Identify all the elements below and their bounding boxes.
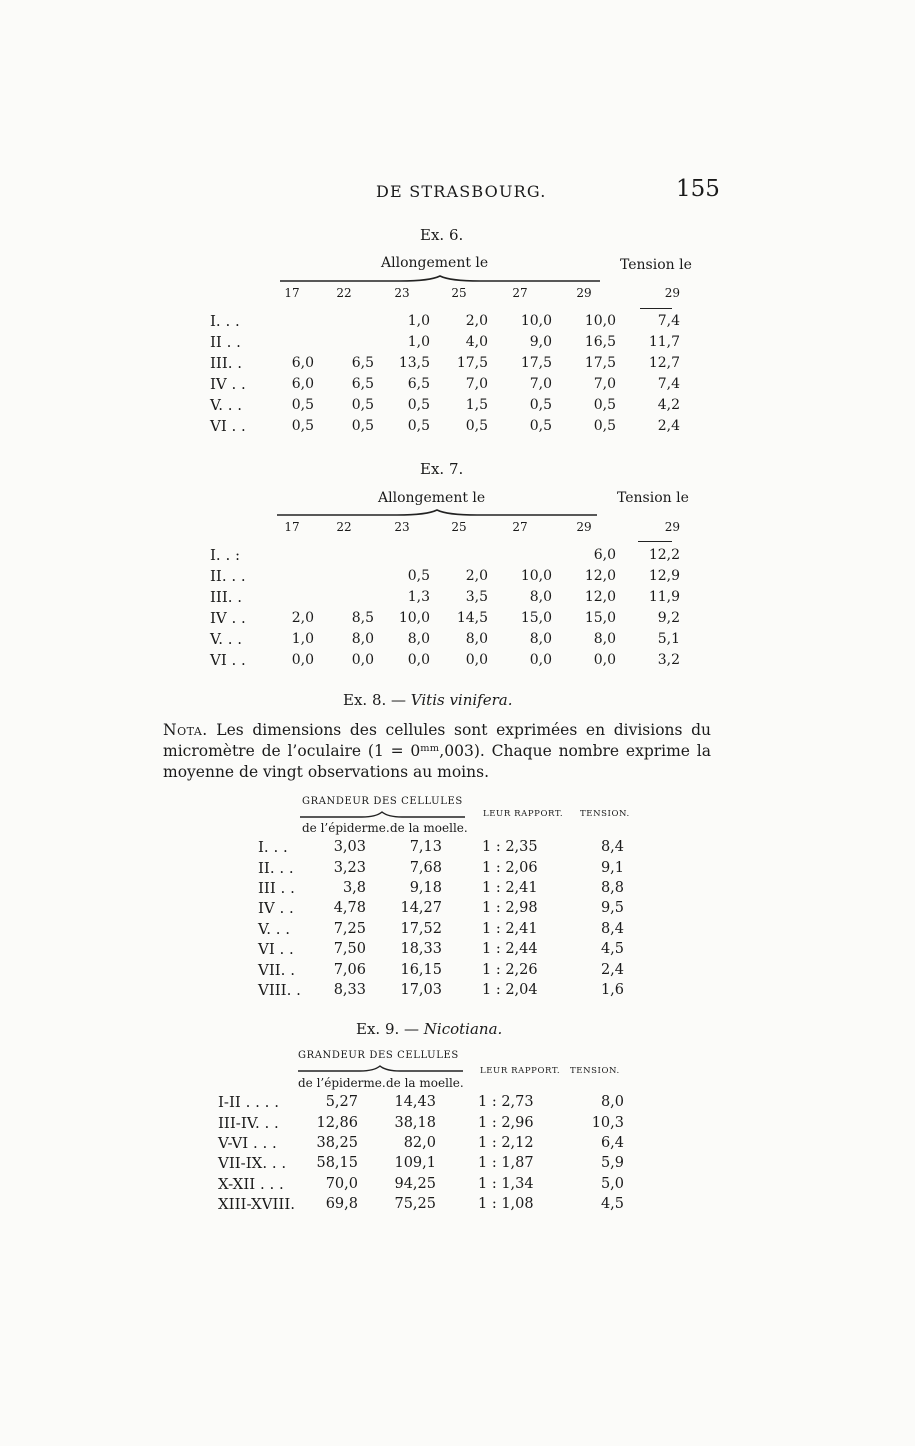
tension-cell: 9,1	[600, 859, 624, 876]
table-row	[210, 565, 688, 586]
rapport-cell: 1 : 2,04	[482, 981, 538, 998]
table-row	[258, 959, 624, 979]
table-cell: 12,2	[648, 546, 680, 563]
moelle-cell: 38,18	[394, 1114, 436, 1131]
rapport-cell: 1 : 2,06	[482, 859, 538, 876]
epiderme-cell: 58,15	[316, 1155, 358, 1172]
table-cell: 2,4	[657, 417, 680, 434]
table-cell	[374, 544, 430, 565]
ex8-head-epiderme: de l’épiderme.	[302, 821, 390, 835]
table-row	[218, 1174, 624, 1194]
table-cell: 0,0	[407, 651, 430, 668]
table-cell: 15,0	[520, 609, 552, 626]
table-cell: 16,5	[584, 333, 616, 350]
epiderme-cell: 3,23	[333, 859, 366, 876]
ex6-brace	[280, 275, 600, 283]
ex6-col-header: 25	[451, 286, 467, 300]
row-label: VI . .	[258, 940, 294, 959]
table-cell: 2,0	[465, 567, 488, 584]
table-cell: 1,3	[407, 588, 430, 605]
moelle-cell: 16,15	[400, 961, 442, 978]
table-row	[210, 352, 688, 373]
epiderme-cell: 69,8	[325, 1196, 358, 1213]
row-label: VI . .	[210, 416, 246, 435]
table-cell: 8,0	[529, 588, 552, 605]
table-cell: 0,0	[593, 651, 616, 668]
rapport-cell: 1 : 2,12	[478, 1134, 534, 1151]
row-label: III. .	[210, 587, 243, 606]
table-cell: 0,5	[291, 417, 314, 434]
ex7-table	[210, 520, 688, 670]
table-row	[258, 878, 624, 898]
table-cell: 6,0	[291, 375, 314, 392]
rapport-cell: 1 : 2,44	[482, 941, 538, 958]
ex8-note	[163, 720, 711, 783]
ex8-head-moelle: de la moelle.	[390, 821, 468, 835]
epiderme-cell: 8,33	[333, 981, 366, 998]
table-cell: 8,0	[529, 630, 552, 647]
row-label: III. .	[210, 353, 243, 372]
table-cell: 0,5	[407, 417, 430, 434]
epiderme-cell: 38,25	[316, 1134, 358, 1151]
table-cell: 8,0	[407, 630, 430, 647]
ex8-head-grandeur: GRANDEUR DES CELLULES	[302, 796, 463, 807]
table-cell: 0,5	[291, 396, 314, 413]
table-cell: 4,2	[657, 396, 680, 413]
tension-cell: 6,4	[600, 1134, 624, 1151]
moelle-cell: 18,33	[400, 941, 442, 958]
table-cell	[314, 331, 374, 352]
table-cell: 10,0	[520, 567, 552, 584]
ex8-table	[258, 837, 624, 1000]
table-cell: 11,9	[648, 588, 680, 605]
row-label: V. . .	[258, 919, 291, 938]
rapport-cell: 1 : 2,26	[482, 961, 538, 978]
table-cell: 6,5	[351, 354, 374, 371]
ex8-head-brace	[300, 811, 465, 819]
row-label: X-XII . . .	[218, 1174, 284, 1193]
table-cell: 12,0	[584, 588, 616, 605]
tension-cell: 8,4	[600, 839, 624, 856]
table-cell: 5,1	[657, 630, 680, 647]
rapport-cell: 1 : 2,73	[478, 1094, 534, 1111]
rapport-cell: 1 : 2,41	[482, 879, 538, 896]
table-cell	[270, 586, 314, 607]
ex7-title: Ex. 7.	[420, 460, 464, 478]
table-cell: 7,4	[657, 312, 680, 329]
table-row	[210, 373, 688, 394]
rapport-cell: 1 : 2,41	[482, 920, 538, 937]
table-cell: 17,5	[456, 354, 488, 371]
moelle-cell: 109,1	[394, 1155, 436, 1172]
epiderme-cell: 4,78	[333, 900, 366, 917]
table-cell: 2,0	[465, 312, 488, 329]
table-row	[258, 939, 624, 959]
table-cell: 3,5	[465, 588, 488, 605]
moelle-cell: 14,27	[400, 900, 442, 917]
ex7-col-header: 29	[576, 520, 592, 534]
table-cell	[270, 331, 314, 352]
ex9-head-grandeur: GRANDEUR DES CELLULES	[298, 1050, 459, 1061]
table-cell: 7,0	[465, 375, 488, 392]
table-cell	[314, 586, 374, 607]
epiderme-cell: 70,0	[325, 1175, 358, 1192]
table-cell: 12,9	[648, 567, 680, 584]
table-row	[210, 544, 688, 565]
table-row	[218, 1153, 624, 1173]
table-row	[210, 586, 688, 607]
ex9-head-epiderme: de l’épiderme.	[298, 1076, 386, 1090]
rapport-cell: 1 : 1,87	[478, 1155, 534, 1172]
ex8-head-rapport: LEUR RAPPORT.	[483, 809, 564, 819]
table-cell: 8,0	[351, 630, 374, 647]
epiderme-cell: 5,27	[325, 1094, 358, 1111]
ex6-allongement-label: Allongement le	[381, 255, 489, 271]
table-cell: 10,0	[398, 609, 430, 626]
ex7-col-header: 17	[284, 520, 300, 534]
table-cell: 7,0	[529, 375, 552, 392]
row-label: I. . :	[210, 545, 241, 564]
table-cell: 0,0	[529, 651, 552, 668]
table-row	[210, 310, 688, 331]
table-cell: 4,0	[465, 333, 488, 350]
rapport-cell: 1 : 2,98	[482, 900, 538, 917]
table-cell: 0,5	[407, 396, 430, 413]
table-cell: 0,5	[593, 417, 616, 434]
table-cell: 17,5	[584, 354, 616, 371]
table-cell: 15,0	[584, 609, 616, 626]
table-cell	[270, 310, 314, 331]
ex6-table	[210, 286, 688, 436]
table-cell: 17,5	[520, 354, 552, 371]
tension-cell: 2,4	[600, 961, 624, 978]
table-cell	[314, 544, 374, 565]
table-cell: 6,0	[291, 354, 314, 371]
table-cell: 0,5	[529, 396, 552, 413]
ex7-brace	[277, 509, 597, 517]
table-row	[258, 919, 624, 939]
ex6-tension-label: Tension le	[620, 257, 692, 273]
ex7-col-header: 23	[394, 520, 410, 534]
moelle-cell: 17,03	[400, 981, 442, 998]
table-cell: 13,5	[398, 354, 430, 371]
moelle-cell: 7,13	[409, 839, 442, 856]
row-label: I. . .	[258, 838, 288, 857]
row-label: VIII. .	[258, 980, 301, 999]
ex6-col-header: 23	[394, 286, 410, 300]
ex9-head-moelle: de la moelle.	[386, 1076, 464, 1090]
table-cell	[270, 544, 314, 565]
ex7-tension-label: Tension le	[617, 490, 689, 506]
row-label: IV . .	[210, 608, 246, 627]
table-cell: 3,2	[657, 651, 680, 668]
rapport-cell: 1 : 1,34	[478, 1175, 534, 1192]
row-label: VII. .	[258, 960, 295, 979]
moelle-cell: 7,68	[409, 859, 442, 876]
table-cell: 14,5	[456, 609, 488, 626]
ex6-header-row	[210, 286, 688, 310]
table-cell: 6,5	[407, 375, 430, 392]
epiderme-cell: 7,25	[333, 920, 366, 937]
tension-cell: 5,9	[600, 1155, 624, 1172]
table-cell: 7,0	[593, 375, 616, 392]
table-row	[210, 331, 688, 352]
ex9-head-brace	[298, 1065, 463, 1073]
table-cell: 1,5	[465, 396, 488, 413]
table-cell: 0,5	[407, 567, 430, 584]
row-label: IV . .	[258, 899, 294, 918]
table-cell: 1,0	[291, 630, 314, 647]
ex9-table	[218, 1092, 624, 1214]
table-cell: 6,5	[351, 375, 374, 392]
ex7-allongement-label: Allongement le	[378, 490, 486, 506]
tension-cell: 8,0	[600, 1094, 624, 1111]
table-cell: 2,0	[291, 609, 314, 626]
ex8-title-species: Vitis vinifera.	[410, 691, 513, 709]
ex6-col-header: 29	[576, 286, 592, 300]
table-row	[210, 649, 688, 670]
ex8-head-tension: TENSION.	[580, 809, 630, 819]
tension-cell: 8,4	[600, 920, 624, 937]
table-row	[210, 628, 688, 649]
row-label: I-II . . . .	[218, 1093, 279, 1112]
row-label: III . .	[258, 878, 295, 897]
table-row	[218, 1112, 624, 1132]
table-cell	[314, 310, 374, 331]
moelle-cell: 82,0	[403, 1134, 436, 1151]
table-cell: 0,5	[465, 417, 488, 434]
table-cell: 12,7	[648, 354, 680, 371]
moelle-cell: 9,18	[409, 879, 442, 896]
note-text: Les dimensions des cellules sont exprimées en divisions du micromètre de l’oculaire (1 = 0ᵐᵐ,003). Chaque nombre exprime la moyenne de vingt observations au moins.	[163, 721, 711, 781]
tension-cell: 4,5	[600, 1196, 624, 1213]
table-row	[218, 1133, 624, 1153]
ex8-title	[343, 691, 513, 709]
table-cell: 0,5	[351, 417, 374, 434]
table-cell: 10,0	[584, 312, 616, 329]
row-label: XIII-XVIII.	[218, 1195, 296, 1214]
table-row	[210, 415, 688, 436]
epiderme-cell: 7,50	[333, 941, 366, 958]
table-cell: 1,0	[407, 312, 430, 329]
row-label: III-IV. . .	[218, 1113, 279, 1132]
table-cell: 8,0	[593, 630, 616, 647]
table-cell: 11,7	[648, 333, 680, 350]
table-cell	[270, 565, 314, 586]
note-lead: Nota.	[163, 721, 208, 739]
ex6-title: Ex. 6.	[420, 226, 464, 244]
epiderme-cell: 12,86	[316, 1114, 358, 1131]
table-cell: 10,0	[520, 312, 552, 329]
table-cell: 0,0	[465, 651, 488, 668]
tension-cell: 4,5	[600, 941, 624, 958]
row-label: V. . .	[210, 395, 243, 414]
row-label: II. . .	[258, 858, 294, 877]
ex6-col-header: 17	[284, 286, 300, 300]
ex7-col-header: 25	[451, 520, 467, 534]
row-label: V-VI . . .	[218, 1133, 277, 1152]
moelle-cell: 17,52	[400, 920, 442, 937]
row-label: II. . .	[210, 566, 246, 585]
table-cell: 12,0	[584, 567, 616, 584]
table-cell: 9,2	[657, 609, 680, 626]
table-cell: 0,0	[291, 651, 314, 668]
table-cell: 0,5	[593, 396, 616, 413]
row-label: VI . .	[210, 650, 246, 669]
ex9-head-tension: TENSION.	[570, 1066, 620, 1076]
tension-cell: 5,0	[600, 1175, 624, 1192]
table-cell	[430, 544, 488, 565]
epiderme-cell: 7,06	[333, 961, 366, 978]
table-cell: 0,0	[351, 651, 374, 668]
row-label: II . .	[210, 332, 241, 351]
ex6-col-header: 29	[664, 286, 680, 300]
table-cell: 8,5	[351, 609, 374, 626]
running-header: DE STRASBOURG.	[376, 182, 547, 201]
ex7-header-row	[210, 520, 688, 544]
page-number: 155	[676, 176, 720, 202]
table-cell: 6,0	[593, 546, 616, 563]
epiderme-cell: 3,03	[333, 839, 366, 856]
table-cell: 0,5	[529, 417, 552, 434]
row-label: IV . .	[210, 374, 246, 393]
table-cell	[314, 565, 374, 586]
table-row	[258, 837, 624, 857]
rapport-cell: 1 : 2,96	[478, 1114, 534, 1131]
ex9-title-species: Nicotiana.	[423, 1020, 503, 1038]
tension-cell: 10,3	[591, 1114, 624, 1131]
ex7-col-header: 27	[512, 520, 528, 534]
moelle-cell: 94,25	[394, 1175, 436, 1192]
ex9-head-rapport: LEUR RAPPORT.	[480, 1066, 561, 1076]
table-cell: 0,5	[351, 396, 374, 413]
table-row	[210, 607, 688, 628]
epiderme-cell: 3,8	[342, 879, 366, 896]
table-cell: 8,0	[465, 630, 488, 647]
row-label: I. . .	[210, 311, 240, 330]
table-row	[218, 1092, 624, 1112]
table-row	[258, 898, 624, 918]
table-cell: 9,0	[529, 333, 552, 350]
ex9-title	[356, 1020, 502, 1038]
table-cell: 7,4	[657, 375, 680, 392]
table-row	[258, 980, 624, 1000]
ex6-col-header: 22	[336, 286, 352, 300]
row-label: V. . .	[210, 629, 243, 648]
table-row	[210, 394, 688, 415]
rapport-cell: 1 : 1,08	[478, 1196, 534, 1213]
table-cell: 1,0	[407, 333, 430, 350]
table-row	[218, 1194, 624, 1214]
table-cell	[488, 544, 552, 565]
ex7-col-header: 22	[336, 520, 352, 534]
row-label: VII-IX. . .	[218, 1154, 287, 1173]
ex7-col-header: 29	[664, 520, 680, 534]
rapport-cell: 1 : 2,35	[482, 839, 538, 856]
tension-cell: 8,8	[600, 879, 624, 896]
ex9-title-prefix: Ex. 9. —	[356, 1020, 424, 1038]
tension-cell: 1,6	[600, 981, 624, 998]
moelle-cell: 75,25	[394, 1196, 436, 1213]
ex6-col-header: 27	[512, 286, 528, 300]
ex8-title-prefix: Ex. 8. —	[343, 691, 411, 709]
table-row	[258, 857, 624, 877]
tension-cell: 9,5	[600, 900, 624, 917]
moelle-cell: 14,43	[394, 1094, 436, 1111]
